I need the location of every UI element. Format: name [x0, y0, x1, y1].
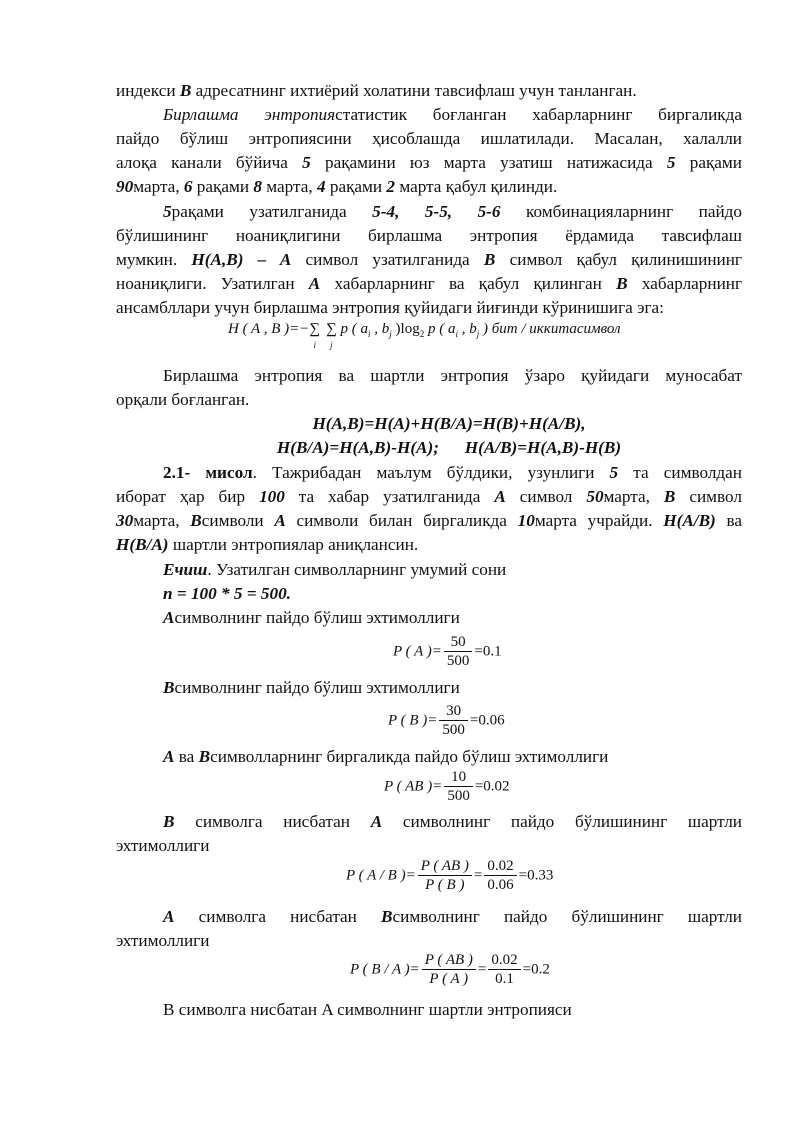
text-line: мумкин. H(A,B) – A символ узатилганида B символ қабул қилинишининг: [116, 250, 742, 269]
text-line: Бирлашма энтропия ва шартли энтропия ўзаро қуйидаги муносабат: [163, 366, 742, 385]
text-line: Aсимволнинг пайдо бўлиш эхтимоллиги: [163, 608, 460, 627]
text-line: 90марта, 6 рақами 8 марта, 4 рақами 2 марта қабул қилинди.: [116, 177, 558, 196]
text-line: иборат ҳар бир 100 та хабар узатилганида A символ 50марта, B символ: [116, 487, 742, 506]
text-line: алоқа канали бўйича 5 рақамини юз марта узатиш натижасида 5 рақами: [116, 153, 742, 172]
text-line: n = 100 * 5 = 500.: [163, 584, 291, 603]
joint-entropy-formula: H ( A , B )=−∑ i ∑ j p ( $a_i$ , $b_j$ )$\log_2$ p ( $a_i$ , $b_j$ ) бит / иккитасимвол: [228, 321, 621, 350]
text-line: орқали боғланган.: [116, 390, 250, 409]
text-line: 30марта, Bсимволи A символи билан биргаликда 10марта учрайди. H(A/B) ва: [116, 511, 742, 530]
prob-a-given-b-formula: P ( A / B )= $\frac{P ( AB )}{P ( B )}$ = $\frac{0.02}{0.06}$ =0.33: [346, 858, 554, 893]
relation-formula-1: H(A,B)=H(A)+H(B/A)=H(B)+H(A/B),: [312, 414, 586, 433]
text-line: 5рақами узатилганида 5-4, 5-5, 5-6 комбинацияларнинг пайдо: [163, 202, 742, 221]
text-line: Бирлашма энтропиястатистик боғланган хабарларнинг биргаликда: [163, 105, 742, 124]
prob-b-given-a-formula: P ( B / A )= $\frac{P ( AB )}{P ( A )}$ = $\frac{0.02}{0.1}$ =0.2: [350, 952, 550, 987]
text-line: Bсимволнинг пайдо бўлиш эхтимоллиги: [163, 678, 460, 697]
text-line: бўлишининг ноаниқлигини бирлашма энтропия ёрдамида тавсифлаш: [116, 226, 742, 245]
relation-formula-2: H(B/A)=H(A,B)-H(A); H(A/B)=H(A,B)-H(B): [276, 438, 622, 457]
prob-a-formula: P ( A )= $\frac{50}{500}$ =0.1: [393, 634, 502, 669]
text-line: индекси B адресатнинг ихтиёрий холатини тавсифлаш учун танланган.: [116, 81, 637, 100]
text-line: B символга нисбатан A символнинг шартли энтропияси: [163, 1000, 572, 1019]
text-line: A символга нисбатан Bсимволнинг пайдо бўлишининг шартли: [163, 907, 742, 926]
text-line: B символга нисбатан A символнинг пайдо бўлишининг шартли: [163, 812, 742, 831]
prob-ab-formula: P ( AB )= $\frac{10}{500}$ =0.02: [384, 769, 510, 804]
text-line: эхтимоллиги: [116, 836, 210, 855]
text-line: Ечиш. Узатилган символларнинг умумий сони: [163, 560, 507, 579]
text-line: ноаниқлиги. Узатилган A хабарларнинг ва қабул қилинган B хабарларнинг: [116, 274, 743, 293]
prob-b-formula: P ( B )= $\frac{30}{500}$ =0.06: [388, 703, 505, 738]
text-line: H(B/A) шартли энтропиялар аниқлансин.: [116, 535, 419, 554]
text-line: эхтимоллиги: [116, 931, 210, 950]
text-line: ансамбллари учун бирлашма энтропия қуйидаги йиғинди кўринишига эга:: [116, 298, 664, 317]
text-line: A ва Bсимволларнинг биргаликда пайдо бўлиш эхтимоллиги: [163, 747, 609, 766]
text-line: пайдо бўлиш энтропиясини ҳисоблашда ишлатилади. Масалан, халалли: [116, 129, 742, 148]
text-line: 2.1- мисол. Тажрибадан маълум бўлдики, узунлиги 5 та символдан: [163, 463, 742, 482]
